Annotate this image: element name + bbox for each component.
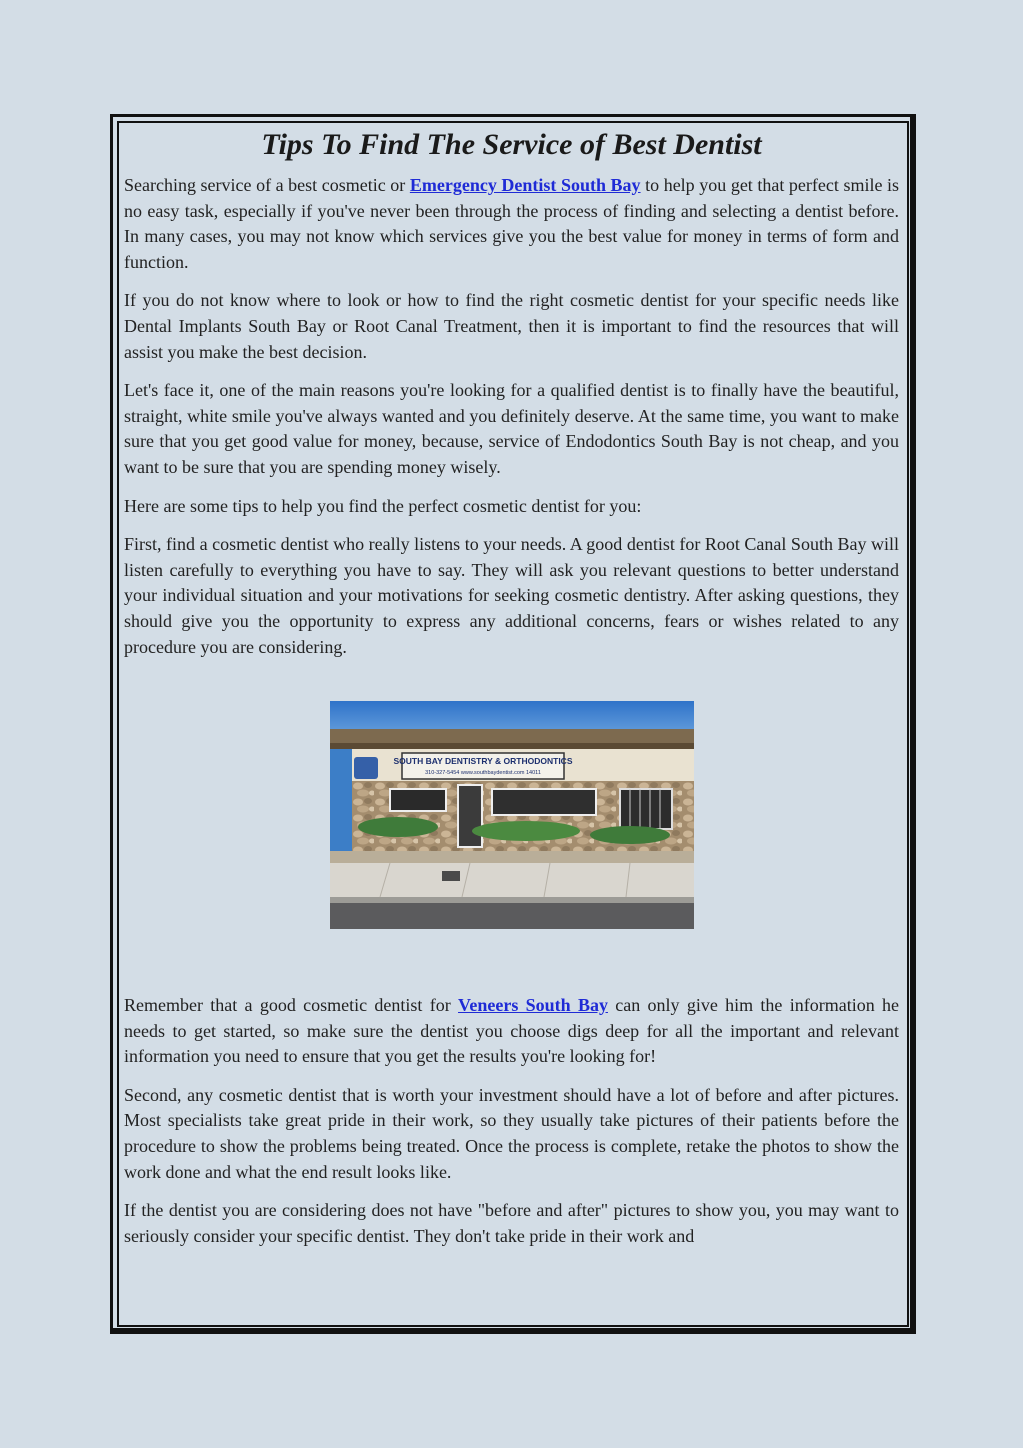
paragraph-1-text-end: to help you get that perfect smile is no easy task, especially if you've never been through the process of finding and selecting a dentist before. In many cases, you may not know which services give you the best value for money in terms of form and function. bbox=[124, 175, 900, 272]
paragraph-2: If you do not know where to look or how to find the right cosmetic dentist for your specific needs like Dental Implants South Bay or Root Canal Treatment, then it is important to find the resources that will assist you make the best decision. bbox=[124, 290, 899, 362]
paragraph-1-text-start: Searching service of a best cosmetic or bbox=[124, 175, 410, 195]
paragraph-6 bbox=[124, 993, 899, 1070]
paragraph-8: If the dentist you are considering does not have "before and after" pictures to show you, you may want to seriously consider your specific dentist. They don't take pride in their work and bbox=[124, 1200, 899, 1246]
paragraph-6-text-start: Remember that a good cosmetic dentist for bbox=[124, 995, 459, 1016]
veneers-link[interactable]: Veneers South Bay bbox=[458, 995, 608, 1016]
dental-office-photo bbox=[330, 701, 694, 929]
border-shadow-bottom bbox=[112, 1328, 914, 1332]
emergency-dentist-link[interactable]: Emergency Dentist South Bay bbox=[409, 175, 641, 195]
paragraph-3: Let's face it, one of the main reasons you're looking for a qualified dentist is to finally have the beautiful, straight, white smile you've always wanted and you definitely deserve. At the same time, you want to make sure that you get good value for money, because, service of Endodontics South Bay is not cheap, and you want to be sure that you are spending money wisely. bbox=[124, 380, 899, 477]
sign-line-1: SOUTH BAY DENTISTRY & ORTHODONTICS bbox=[393, 756, 573, 767]
document-title: Tips To Find The Service of Best Dentist bbox=[261, 128, 762, 161]
paragraph-4: Here are some tips to help you find the perfect cosmetic dentist for you: bbox=[124, 495, 642, 516]
paragraph-5: First, find a cosmetic dentist who really listens to your needs. A good dentist for Root Canal South Bay will listen carefully to everything you have to say. They will ask you relevant questions to better understand your individual situation and your motivations for seeking cosmetic dentistry. After asking questions, they should give you the opportunity to express any additional concerns, fears or wishes related to any procedure you are considering. bbox=[124, 534, 899, 657]
dental-office-illustration bbox=[330, 701, 694, 929]
photo-container bbox=[124, 673, 899, 993]
paragraph-1 bbox=[124, 173, 899, 275]
paragraph-6-text-end: can only give him the information he needs to get started, so make sure the dentist you choose digs deep for all the important and relevant information you need to ensure that you get the results you're looking for! bbox=[124, 995, 899, 1067]
paragraph-7: Second, any cosmetic dentist that is worth your investment should have a lot of before and after pictures. Most specialists take great pride in their work, so they usually take pictures of their patients before the procedure to show the problems being treated. Once the process is complete, retake the photos to show the work done and what the end result looks like. bbox=[124, 1084, 899, 1182]
document-body bbox=[124, 124, 899, 1262]
sign-line-2: 310-327-5454 www.southbaydentist.com 14011 bbox=[425, 770, 541, 777]
border-shadow-right bbox=[910, 116, 914, 1332]
